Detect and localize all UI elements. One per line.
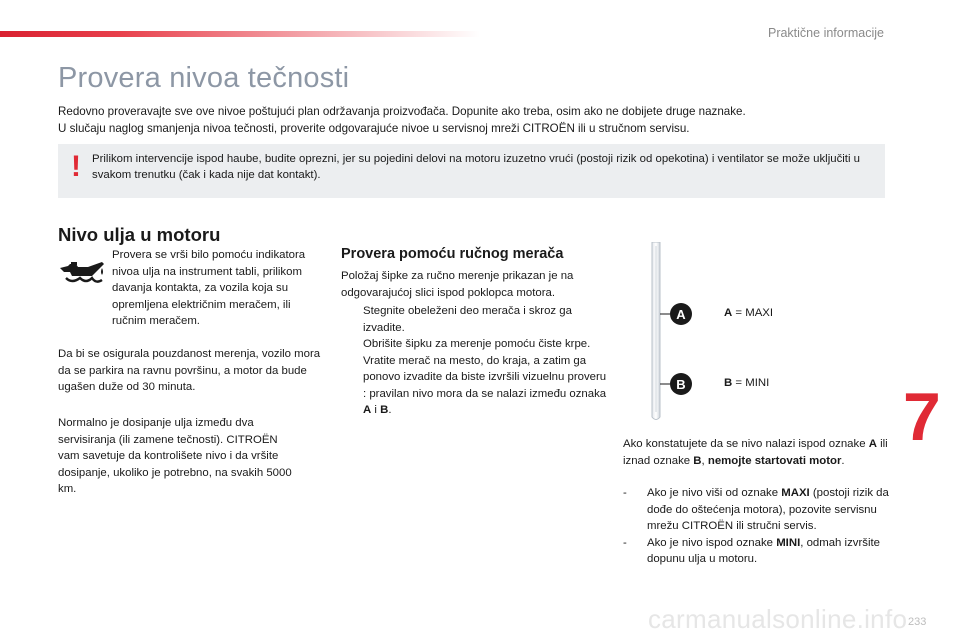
level-conditions-text: Da bi se osigurala pouzdanost merenja, vozilo mora da se parkira na ravnu površinu, a motor da bude ugašen duže od 30 minuta. (58, 348, 321, 393)
dipstick-steps (341, 303, 611, 419)
mark-a-letter: A (676, 307, 686, 322)
check-item-1 (623, 485, 893, 535)
check-item-2 (623, 535, 893, 568)
label-a-key: A (724, 307, 733, 319)
step-2 (341, 336, 611, 353)
mark-b-letter: B (676, 377, 686, 392)
header-accent-bar (0, 31, 480, 37)
item-text: Ako je nivo viši od oznake (647, 487, 782, 499)
item-emphasis: MAXI (781, 487, 810, 499)
warning-text: Prilikom intervencije ispod haube, budite oprezni, jer su pojedini delovi na motoru izuzetno vrući (postoji rizik od opekotina) i ventilator se može uključiti u svakom trenutku (čak i kada nije dat kontakt). (92, 153, 860, 181)
dipstick-intro: Položaj šipke za ručno merenje prikazan je na odgovarajućoj slici ispod poklopca motora. (341, 270, 574, 299)
step-3 (341, 353, 611, 419)
check-text-3: , (701, 454, 708, 467)
dipstick-illustration (630, 242, 710, 422)
check-mark-a: A (868, 438, 877, 450)
check-emphasis: nemojte startovati motor (707, 454, 842, 467)
label-maxi (724, 307, 773, 319)
check-text-end: . (841, 454, 845, 467)
check-list (623, 485, 893, 568)
oil-can-icon (58, 256, 106, 288)
mark-b-ref: B (380, 404, 389, 416)
step-text: Vratite merač na mesto, do kraja, a zatim ga ponovo izvadite da biste izvršili vizuelnu proveru : pravilan nivo mora da se nalazi između oznaka (363, 354, 607, 400)
exclamation-icon: ! (71, 150, 81, 183)
top-up-text: Normalno je dosipanje ulja između dva servisiranja (ili zamene tečnosti). CITROËN vam savetuje da kontrolišete nivo i da vršite dosipanje, ukoliko je potrebno, na svakih 5000 km. (58, 417, 292, 495)
oil-level-heading: Nivo ulja u motoru (58, 224, 221, 245)
mark-a-ref: A (363, 404, 372, 416)
section-label: Praktične informacije (767, 26, 884, 40)
item-text: , odmah izvršite dopunu ulja u motoru. (647, 536, 880, 565)
step-text: Obrišite šipku za merenje pomoću čiste krpe. (363, 338, 591, 350)
indicator-text: Provera se vrši bilo pomoću indikatora nivoa ulja na instrument tabli, prilikom davanja kontakta, za vozila koja su opremljena električnim meračem, ili ručnim meračem. (112, 249, 306, 327)
page-title: Provera nivoa tečnosti (58, 62, 350, 94)
item-text: (postoji rizik da dođe do oštećenja motora), pozovite servisnu mrežu CITROËN ili stručni servis. (647, 487, 889, 532)
step-text-and: i (371, 404, 381, 416)
page-number: 233 (908, 616, 927, 628)
dash-bullet: - (623, 536, 627, 549)
check-text-1: Ako konstatujete da se nivo nalazi ispod oznake (623, 438, 869, 450)
label-mini (724, 377, 769, 389)
label-b-value: = MINI (732, 377, 770, 389)
intro-line-2: U slučaju naglog smanjenja nivoa tečnosti, proverite odgovarajuće nivoe u servisnoj mreži CITROËN ili u stručnom servisu. (58, 121, 690, 135)
step-text: Stegnite obeleženi deo merača i skroz ga izvadite. (363, 305, 572, 334)
intro-line-1: Redovno proveravajte sve ove nivoe poštujući plan održavanja proizvođača. Dopunite ako treba, osim ako ne dobijete druge naznake. (58, 105, 746, 118)
warning-box (58, 144, 885, 198)
item-text: Ako je nivo ispod oznake (647, 536, 777, 549)
item-emphasis: MINI (776, 536, 801, 549)
step-text-end: . (388, 404, 392, 416)
label-b-key: B (724, 377, 733, 389)
chapter-number: 7 (903, 379, 941, 455)
check-text-2: ili iznad oznake (623, 438, 888, 467)
dipstick-heading: Provera pomoću ručnog merača (341, 246, 564, 262)
check-text (623, 436, 893, 469)
intro-text (58, 104, 918, 137)
check-mark-b: B (693, 454, 702, 467)
watermark: carmanualsonline.info (648, 604, 908, 634)
dash-bullet: - (623, 487, 627, 499)
label-a-value: = MAXI (732, 307, 774, 319)
step-1 (341, 303, 611, 336)
